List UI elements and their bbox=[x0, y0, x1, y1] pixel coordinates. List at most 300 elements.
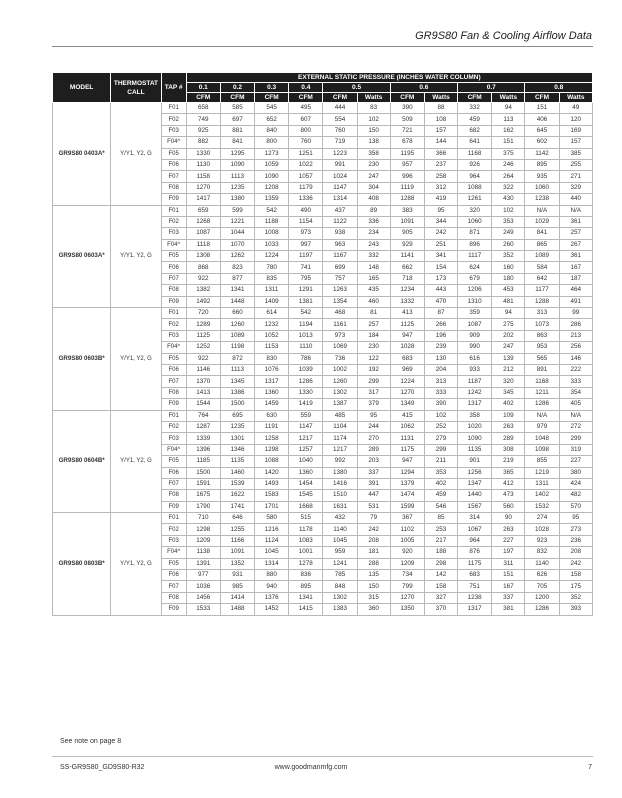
value-cell: 211 bbox=[424, 456, 457, 467]
value-cell: 1158 bbox=[186, 171, 220, 182]
value-cell: 251 bbox=[424, 239, 457, 250]
value-cell: 1452 bbox=[255, 604, 289, 615]
value-cell: 453 bbox=[492, 285, 525, 296]
value-cell: 332 bbox=[458, 103, 492, 114]
value-cell: 167 bbox=[559, 262, 592, 273]
value-cell: 402 bbox=[424, 478, 457, 489]
tap-cell: F06 bbox=[161, 467, 186, 478]
value-cell: 102 bbox=[424, 410, 457, 421]
value-cell: 272 bbox=[559, 421, 592, 432]
value-cell: 1420 bbox=[255, 467, 289, 478]
value-cell: 920 bbox=[390, 547, 424, 558]
value-cell: 289 bbox=[492, 433, 525, 444]
value-cell: 1270 bbox=[186, 182, 220, 193]
value-cell: 1354 bbox=[323, 296, 357, 307]
value-cell: 150 bbox=[357, 125, 390, 136]
value-cell: 614 bbox=[255, 308, 289, 319]
tap-cell: F01 bbox=[161, 308, 186, 319]
value-cell: 1350 bbox=[390, 604, 424, 615]
value-cell: 1154 bbox=[289, 216, 323, 227]
unit-header: Watts bbox=[357, 93, 390, 103]
value-cell: 144 bbox=[424, 137, 457, 148]
value-cell: 799 bbox=[390, 581, 424, 592]
value-cell: 274 bbox=[525, 513, 559, 524]
pressure-header: 0.6 bbox=[390, 83, 457, 93]
value-cell: 375 bbox=[492, 148, 525, 159]
value-cell: 1187 bbox=[458, 376, 492, 387]
value-cell: 263 bbox=[492, 524, 525, 535]
value-cell: 415 bbox=[390, 410, 424, 421]
value-cell: 865 bbox=[525, 239, 559, 250]
value-cell: 1288 bbox=[390, 194, 424, 205]
value-cell: 1044 bbox=[220, 228, 254, 239]
value-cell: 273 bbox=[559, 524, 592, 535]
value-cell: 1631 bbox=[323, 501, 357, 512]
value-cell: 236 bbox=[559, 535, 592, 546]
value-cell: 882 bbox=[186, 137, 220, 148]
value-cell: 470 bbox=[424, 296, 457, 307]
value-cell: 1317 bbox=[458, 399, 492, 410]
value-cell: 481 bbox=[492, 296, 525, 307]
value-cell: 202 bbox=[492, 330, 525, 341]
value-cell: 354 bbox=[559, 387, 592, 398]
value-cell: 1028 bbox=[390, 342, 424, 353]
tap-cell: F03 bbox=[161, 330, 186, 341]
value-cell: 1301 bbox=[220, 433, 254, 444]
value-cell: 985 bbox=[220, 581, 254, 592]
value-cell: 242 bbox=[424, 228, 457, 239]
value-cell: 1191 bbox=[255, 421, 289, 432]
value-cell: 447 bbox=[357, 490, 390, 501]
value-cell: 473 bbox=[492, 490, 525, 501]
value-cell: 1124 bbox=[255, 535, 289, 546]
value-cell: 264 bbox=[492, 171, 525, 182]
value-cell: 102 bbox=[492, 205, 525, 216]
pressure-header: 0.4 bbox=[289, 83, 323, 93]
value-cell: 1118 bbox=[186, 239, 220, 250]
value-cell: 222 bbox=[559, 364, 592, 375]
value-cell: 1140 bbox=[525, 558, 559, 569]
value-cell: 459 bbox=[424, 490, 457, 501]
value-cell: 102 bbox=[357, 114, 390, 125]
value-cell: 1060 bbox=[525, 182, 559, 193]
thermostat-cell: Y/Y1, Y2, G bbox=[111, 103, 161, 206]
value-cell: 1298 bbox=[255, 444, 289, 455]
tap-cell: F07 bbox=[161, 171, 186, 182]
value-cell: 1234 bbox=[390, 285, 424, 296]
value-cell: 1141 bbox=[390, 251, 424, 262]
value-cell: 1211 bbox=[525, 387, 559, 398]
value-cell: 208 bbox=[559, 547, 592, 558]
value-cell: 679 bbox=[458, 273, 492, 284]
value-cell: 435 bbox=[357, 285, 390, 296]
table-row bbox=[53, 205, 593, 216]
value-cell: 379 bbox=[357, 399, 390, 410]
value-cell: 313 bbox=[424, 376, 457, 387]
value-cell: 1188 bbox=[255, 216, 289, 227]
value-cell: 109 bbox=[492, 410, 525, 421]
value-cell: 695 bbox=[220, 410, 254, 421]
value-cell: 1216 bbox=[255, 524, 289, 535]
value-cell: 299 bbox=[559, 433, 592, 444]
value-cell: 542 bbox=[289, 308, 323, 319]
value-cell: 366 bbox=[424, 148, 457, 159]
thermostat-cell: Y/Y1, Y2, G bbox=[111, 410, 161, 513]
model-cell: GR9S80 0803B* bbox=[53, 513, 111, 616]
value-cell: 158 bbox=[424, 581, 457, 592]
value-cell: 1336 bbox=[289, 194, 323, 205]
value-cell: 1330 bbox=[186, 148, 220, 159]
value-cell: 1440 bbox=[458, 490, 492, 501]
value-cell: 1089 bbox=[525, 251, 559, 262]
value-cell: 1545 bbox=[289, 490, 323, 501]
value-cell: 148 bbox=[357, 262, 390, 273]
value-cell: 1076 bbox=[255, 364, 289, 375]
value-cell: 244 bbox=[357, 421, 390, 432]
value-cell: 1298 bbox=[186, 524, 220, 535]
value-cell: 311 bbox=[492, 558, 525, 569]
value-cell: 1544 bbox=[186, 399, 220, 410]
value-cell: 1386 bbox=[220, 387, 254, 398]
value-cell: 1317 bbox=[255, 376, 289, 387]
value-cell: 1302 bbox=[323, 592, 357, 603]
value-cell: 683 bbox=[458, 570, 492, 581]
value-cell: 1591 bbox=[186, 478, 220, 489]
value-cell: 1135 bbox=[458, 444, 492, 455]
value-cell: 402 bbox=[492, 399, 525, 410]
value-cell: 288 bbox=[357, 558, 390, 569]
value-cell: 197 bbox=[492, 547, 525, 558]
value-cell: 255 bbox=[559, 159, 592, 170]
value-cell: 959 bbox=[323, 547, 357, 558]
footer-divider bbox=[52, 756, 593, 757]
value-cell: 370 bbox=[424, 604, 457, 615]
value-cell: 1474 bbox=[390, 490, 424, 501]
value-cell: 642 bbox=[525, 273, 559, 284]
value-cell: 1242 bbox=[458, 387, 492, 398]
value-cell: 570 bbox=[559, 501, 592, 512]
value-cell: 1599 bbox=[390, 501, 424, 512]
value-cell: 741 bbox=[289, 262, 323, 273]
value-cell: 286 bbox=[559, 319, 592, 330]
table-row bbox=[53, 103, 593, 114]
value-cell: 905 bbox=[390, 228, 424, 239]
tap-cell: F09 bbox=[161, 604, 186, 615]
value-cell: 1033 bbox=[255, 239, 289, 250]
value-cell: 1209 bbox=[390, 558, 424, 569]
value-cell: 1098 bbox=[525, 444, 559, 455]
value-cell: 626 bbox=[525, 570, 559, 581]
value-cell: 227 bbox=[492, 535, 525, 546]
tap-cell: F01 bbox=[161, 513, 186, 524]
tap-cell: F02 bbox=[161, 319, 186, 330]
value-cell: 964 bbox=[458, 535, 492, 546]
value-cell: 1317 bbox=[458, 604, 492, 615]
value-cell: 358 bbox=[357, 148, 390, 159]
value-cell: 697 bbox=[220, 114, 254, 125]
value-cell: 336 bbox=[357, 216, 390, 227]
value-cell: 181 bbox=[357, 547, 390, 558]
value-cell: 271 bbox=[559, 171, 592, 182]
value-cell: 160 bbox=[492, 262, 525, 273]
value-cell: 246 bbox=[492, 159, 525, 170]
tap-cell: F08 bbox=[161, 592, 186, 603]
value-cell: 1052 bbox=[255, 330, 289, 341]
value-cell: 963 bbox=[323, 239, 357, 250]
value-cell: 1380 bbox=[220, 194, 254, 205]
value-cell: 257 bbox=[559, 228, 592, 239]
model-cell: GR9S80 0603B* bbox=[53, 308, 111, 411]
value-cell: 337 bbox=[357, 467, 390, 478]
value-cell: 877 bbox=[220, 273, 254, 284]
value-cell: 196 bbox=[424, 330, 457, 341]
unit-header: CFM bbox=[458, 93, 492, 103]
value-cell: 1539 bbox=[220, 478, 254, 489]
value-cell: 361 bbox=[559, 251, 592, 262]
value-cell: 925 bbox=[186, 125, 220, 136]
value-cell: 710 bbox=[186, 513, 220, 524]
value-cell: 135 bbox=[357, 570, 390, 581]
tap-cell: F01 bbox=[161, 410, 186, 421]
value-cell: 935 bbox=[525, 171, 559, 182]
value-cell: 332 bbox=[357, 251, 390, 262]
value-cell: 1349 bbox=[390, 399, 424, 410]
value-cell: 659 bbox=[186, 205, 220, 216]
value-cell: 79 bbox=[357, 513, 390, 524]
value-cell: 1273 bbox=[255, 148, 289, 159]
value-cell: 1268 bbox=[186, 216, 220, 227]
value-cell: 204 bbox=[424, 364, 457, 375]
value-cell: 585 bbox=[220, 103, 254, 114]
value-cell: 751 bbox=[458, 581, 492, 592]
value-cell: 1206 bbox=[458, 285, 492, 296]
value-cell: 353 bbox=[492, 216, 525, 227]
value-cell: 157 bbox=[559, 137, 592, 148]
unit-header: CFM bbox=[323, 93, 357, 103]
value-cell: 1083 bbox=[289, 535, 323, 546]
value-cell: N/A bbox=[525, 410, 559, 421]
model-cell: GR9S80 0403A* bbox=[53, 103, 111, 206]
value-cell: 333 bbox=[559, 376, 592, 387]
value-cell: 823 bbox=[220, 262, 254, 273]
value-cell: 1178 bbox=[289, 524, 323, 535]
value-cell: 1286 bbox=[525, 604, 559, 615]
value-cell: 658 bbox=[186, 103, 220, 114]
value-cell: 49 bbox=[559, 103, 592, 114]
value-cell: 437 bbox=[323, 205, 357, 216]
value-cell: 652 bbox=[255, 114, 289, 125]
tap-cell: F05 bbox=[161, 353, 186, 364]
value-cell: 266 bbox=[424, 319, 457, 330]
value-cell: 1295 bbox=[220, 148, 254, 159]
value-cell: 1459 bbox=[255, 399, 289, 410]
value-cell: 1413 bbox=[186, 387, 220, 398]
value-cell: 1029 bbox=[525, 216, 559, 227]
value-cell: 1110 bbox=[289, 342, 323, 353]
value-cell: 120 bbox=[559, 114, 592, 125]
value-cell: 929 bbox=[390, 239, 424, 250]
value-cell: 352 bbox=[492, 251, 525, 262]
value-cell: 1024 bbox=[323, 171, 357, 182]
value-cell: 217 bbox=[424, 535, 457, 546]
value-cell: 1028 bbox=[525, 524, 559, 535]
value-cell: 1409 bbox=[255, 296, 289, 307]
value-cell: 1117 bbox=[458, 251, 492, 262]
value-cell: 1090 bbox=[458, 433, 492, 444]
value-cell: 380 bbox=[559, 467, 592, 478]
tap-cell: F05 bbox=[161, 558, 186, 569]
value-cell: 381 bbox=[492, 604, 525, 615]
value-cell: 584 bbox=[525, 262, 559, 273]
value-cell: 1341 bbox=[289, 592, 323, 603]
value-cell: 545 bbox=[255, 103, 289, 114]
value-cell: 922 bbox=[186, 353, 220, 364]
value-cell: 157 bbox=[424, 125, 457, 136]
value-cell: 1219 bbox=[525, 467, 559, 478]
pressure-header: 0.8 bbox=[525, 83, 593, 93]
value-cell: 1088 bbox=[458, 182, 492, 193]
value-cell: 1790 bbox=[186, 501, 220, 512]
value-cell: 515 bbox=[289, 513, 323, 524]
value-cell: 317 bbox=[357, 387, 390, 398]
value-cell: 940 bbox=[255, 581, 289, 592]
unit-header: CFM bbox=[525, 93, 559, 103]
model-cell: GR9S80 0604B* bbox=[53, 410, 111, 513]
value-cell: 1102 bbox=[390, 524, 424, 535]
value-cell: 1270 bbox=[390, 387, 424, 398]
value-cell: 345 bbox=[492, 387, 525, 398]
value-cell: 320 bbox=[458, 205, 492, 216]
value-cell: 1402 bbox=[525, 490, 559, 501]
value-cell: 868 bbox=[186, 262, 220, 273]
footnote: See note on page 8 bbox=[60, 738, 122, 745]
model-header: MODEL bbox=[53, 73, 111, 103]
value-cell: 1059 bbox=[255, 159, 289, 170]
value-cell: 491 bbox=[559, 296, 592, 307]
unit-header: Watts bbox=[492, 93, 525, 103]
value-cell: 705 bbox=[525, 581, 559, 592]
value-cell: 719 bbox=[323, 137, 357, 148]
value-cell: 1177 bbox=[525, 285, 559, 296]
tap-header: TAP # bbox=[161, 73, 186, 103]
tap-cell: F02 bbox=[161, 524, 186, 535]
value-cell: 1286 bbox=[525, 399, 559, 410]
value-cell: 757 bbox=[323, 273, 357, 284]
value-cell: 992 bbox=[323, 456, 357, 467]
value-cell: 901 bbox=[458, 456, 492, 467]
value-cell: 580 bbox=[255, 513, 289, 524]
value-cell: 327 bbox=[424, 592, 457, 603]
tap-cell: F09 bbox=[161, 399, 186, 410]
value-cell: 1113 bbox=[220, 364, 254, 375]
value-cell: 459 bbox=[458, 114, 492, 125]
value-cell: 1381 bbox=[289, 296, 323, 307]
value-cell: 1224 bbox=[390, 376, 424, 387]
value-cell: 1278 bbox=[289, 558, 323, 569]
value-cell: 1419 bbox=[289, 399, 323, 410]
value-cell: 1104 bbox=[323, 421, 357, 432]
value-cell: 95 bbox=[559, 513, 592, 524]
value-cell: 352 bbox=[559, 592, 592, 603]
value-cell: 95 bbox=[424, 205, 457, 216]
pressure-header: 0.2 bbox=[220, 83, 254, 93]
value-cell: 926 bbox=[458, 159, 492, 170]
value-cell: 641 bbox=[458, 137, 492, 148]
value-cell: 836 bbox=[289, 570, 323, 581]
value-cell: 390 bbox=[390, 103, 424, 114]
value-cell: 150 bbox=[357, 581, 390, 592]
value-cell: 242 bbox=[357, 524, 390, 535]
tap-cell: F08 bbox=[161, 387, 186, 398]
value-cell: 660 bbox=[220, 308, 254, 319]
value-cell: 1310 bbox=[458, 296, 492, 307]
value-cell: 1414 bbox=[220, 592, 254, 603]
value-cell: 1533 bbox=[186, 604, 220, 615]
value-cell: 1091 bbox=[390, 216, 424, 227]
value-cell: 1415 bbox=[289, 604, 323, 615]
value-cell: 1500 bbox=[220, 399, 254, 410]
value-cell: 138 bbox=[357, 137, 390, 148]
tap-cell: F02 bbox=[161, 421, 186, 432]
value-cell: 162 bbox=[492, 125, 525, 136]
value-cell: 554 bbox=[323, 114, 357, 125]
value-cell: 1167 bbox=[323, 251, 357, 262]
value-cell: 922 bbox=[186, 273, 220, 284]
value-cell: 1262 bbox=[220, 251, 254, 262]
value-cell: 130 bbox=[424, 353, 457, 364]
value-cell: 230 bbox=[357, 159, 390, 170]
value-cell: 1147 bbox=[323, 182, 357, 193]
value-cell: 979 bbox=[525, 421, 559, 432]
value-cell: 1668 bbox=[289, 501, 323, 512]
value-cell: 299 bbox=[357, 376, 390, 387]
value-cell: 780 bbox=[255, 262, 289, 273]
tap-cell: F05 bbox=[161, 251, 186, 262]
value-cell: 1308 bbox=[186, 251, 220, 262]
value-cell: 413 bbox=[390, 308, 424, 319]
value-cell: 947 bbox=[390, 456, 424, 467]
value-cell: 1130 bbox=[186, 159, 220, 170]
value-cell: 964 bbox=[458, 171, 492, 182]
value-cell: 734 bbox=[390, 570, 424, 581]
value-cell: 319 bbox=[559, 444, 592, 455]
value-cell: 113 bbox=[492, 114, 525, 125]
value-cell: 154 bbox=[424, 262, 457, 273]
value-cell: 1057 bbox=[289, 171, 323, 182]
tap-cell: F08 bbox=[161, 182, 186, 193]
value-cell: 322 bbox=[492, 182, 525, 193]
value-cell: 736 bbox=[323, 353, 357, 364]
value-cell: 95 bbox=[357, 410, 390, 421]
value-cell: 83 bbox=[357, 103, 390, 114]
value-cell: 1125 bbox=[390, 319, 424, 330]
value-cell: 122 bbox=[357, 353, 390, 364]
value-cell: 227 bbox=[559, 456, 592, 467]
value-cell: 973 bbox=[289, 228, 323, 239]
value-cell: 1179 bbox=[289, 182, 323, 193]
value-cell: 1492 bbox=[186, 296, 220, 307]
value-cell: 997 bbox=[289, 239, 323, 250]
value-cell: 760 bbox=[289, 137, 323, 148]
value-cell: 565 bbox=[525, 353, 559, 364]
value-cell: 1376 bbox=[255, 592, 289, 603]
value-cell: 749 bbox=[186, 114, 220, 125]
value-cell: 151 bbox=[492, 570, 525, 581]
value-cell: 460 bbox=[357, 296, 390, 307]
value-cell: 645 bbox=[525, 125, 559, 136]
value-cell: 275 bbox=[492, 319, 525, 330]
value-cell: 881 bbox=[220, 125, 254, 136]
